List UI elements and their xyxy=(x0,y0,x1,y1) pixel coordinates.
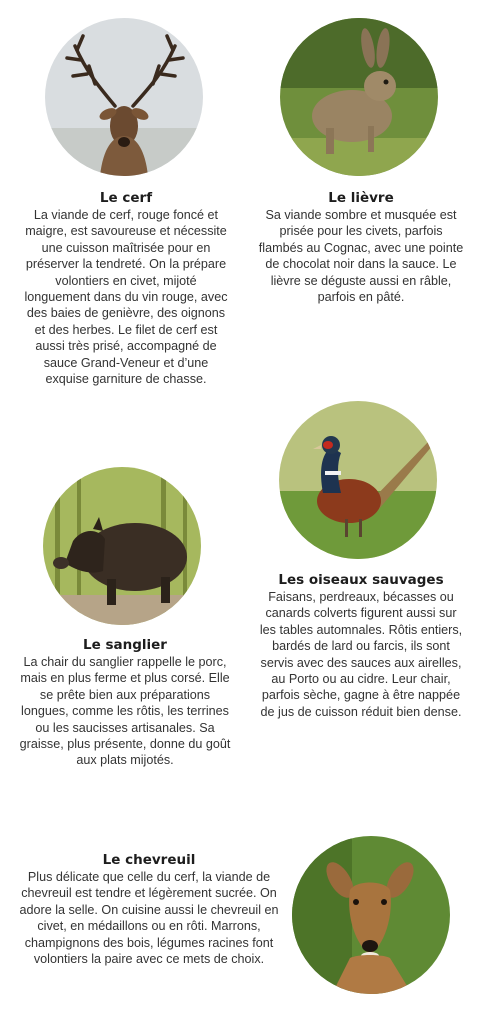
roe-deer-card xyxy=(18,852,280,967)
boar-title: Le sanglier xyxy=(83,637,167,653)
hare-text: Sa viande sombre et musquée est prisée pour les civets, parfois flambés au Cognac, avec une pointe de chocolat noir dans la sauce. Le lièvre se déguste aussi en râble, parfois en pâté. xyxy=(258,208,464,305)
hare-photo-icon xyxy=(280,18,438,176)
roe-deer-photo-icon xyxy=(292,836,450,994)
hare-title: Le lièvre xyxy=(328,190,394,206)
hare-card xyxy=(256,190,466,305)
birds-card xyxy=(256,572,466,720)
deer-photo-icon xyxy=(45,18,203,176)
deer-text: La viande de cerf, rouge foncé et maigre, est savoureuse et nécessite une cuisson maîtrisée pour en préserver la tendreté. On la prépare volontiers en civet, mijoté longuement dans du vin rouge, avec des baies de genièvre, des oignons et des herbes. Le filet de cerf est aussi très prisé, accompagné de sauce Grand-Veneur et d’une exquise garniture de chasse. xyxy=(24,208,228,387)
pheasant-photo-icon xyxy=(279,401,437,559)
boar-photo-icon xyxy=(43,467,201,625)
birds-title: Les oiseaux sauvages xyxy=(278,572,444,588)
roe-deer-text: Plus délicate que celle du cerf, la viande de chevreuil est tendre et légèrement sucrée. On adore la selle. On cuisine aussi le chevreuil en civet, en médaillons ou en rôti. Marrons, champignons des bois, légumes racines font volontiers la paire avec ce mets de choix. xyxy=(19,870,279,967)
boar-card xyxy=(18,637,232,769)
birds-text: Faisans, perdreaux, bécasses ou canards colverts figurent aussi sur les tables automnales. Rôtis entiers, bardés de lard ou farcis, ils sont servis avec des sauces aux airelles, au Porto ou au cidre. Leur chair, parfois sèche, gagne à être nappée de jus de cuisson réduit bien dense. xyxy=(259,590,463,719)
roe-deer-title: Le chevreuil xyxy=(102,852,196,868)
deer-card xyxy=(24,190,228,387)
boar-text: La chair du sanglier rappelle le porc, mais en plus ferme et plus corsé. Elle se prête bien aux préparations longues, comme les rôtis, les terrines ou les saucisses artisanales. Sa graisse, plus présente, donne du goût aux plats mijotés. xyxy=(19,655,231,768)
deer-title: Le cerf xyxy=(99,190,153,206)
